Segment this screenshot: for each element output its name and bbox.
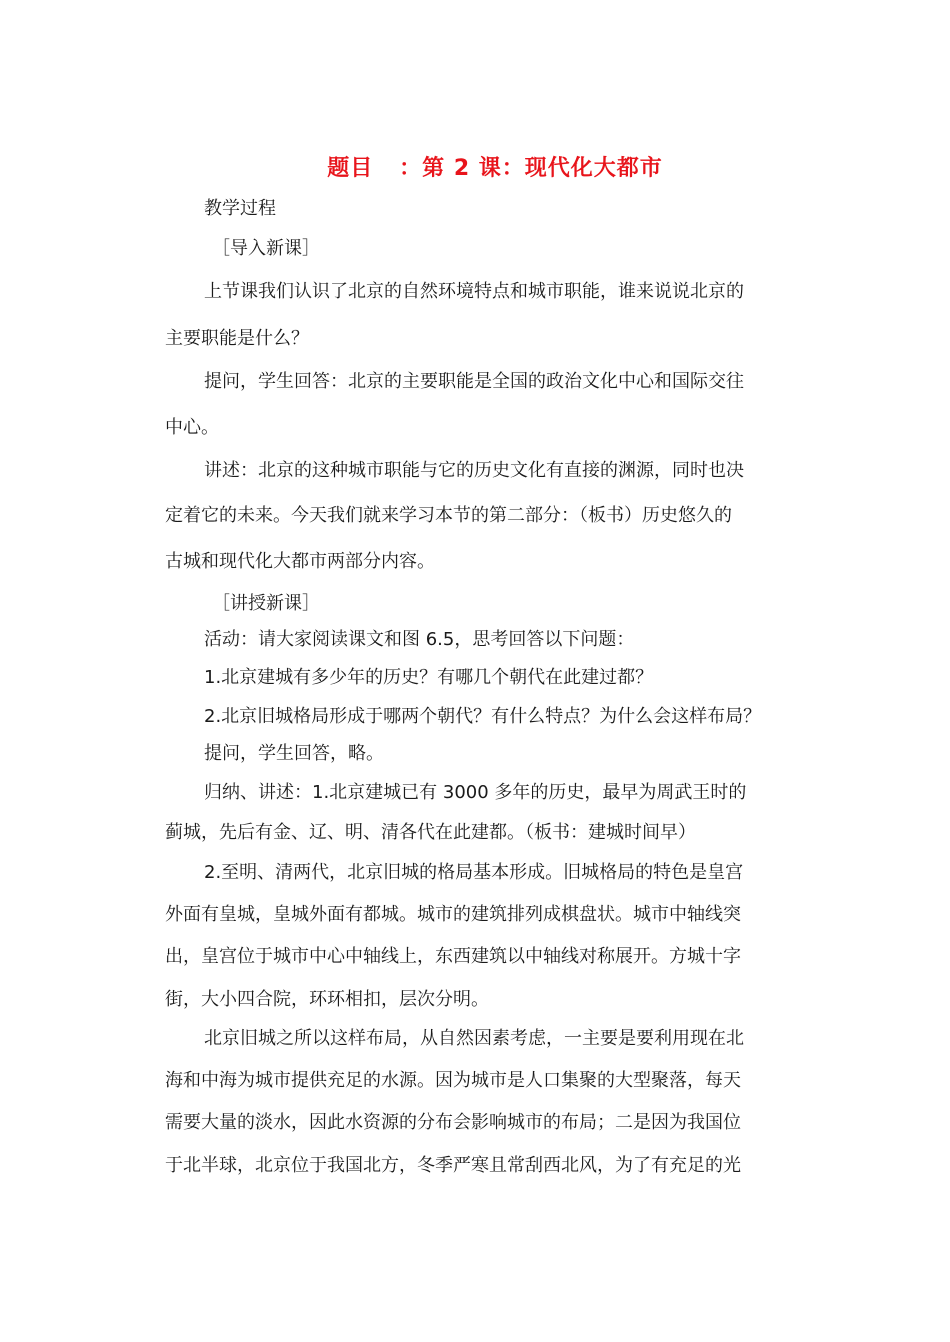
paragraph-line: 需要大量的淡水，因此水资源的分布会影响城市的布局；二是因为我国位 [165, 1112, 741, 1133]
paragraph-line: ［导入新课］ [212, 238, 320, 259]
paragraph-line: 活动：请大家阅读课文和图 6.5，思考回答以下问题： [204, 629, 635, 650]
paragraph-line: 古城和现代化大都市两部分内容。 [165, 551, 435, 572]
paragraph-line: 提问，学生回答，略。 [204, 743, 384, 764]
paragraph-line: ［讲授新课］ [212, 593, 320, 614]
paragraph-line: 讲述：北京的这种城市职能与它的历史文化有直接的渊源，同时也决 [204, 460, 744, 481]
paragraph-line: 街，大小四合院，环环相扣，层次分明。 [165, 989, 489, 1010]
paragraph-line: 出，皇宫位于城市中心中轴线上，东西建筑以中轴线对称展开。方城十字 [165, 946, 741, 967]
paragraph-line: 北京旧城之所以这样布局，从自然因素考虑，一主要是要利用现在北 [204, 1028, 744, 1049]
paragraph-line: 于北半球，北京位于我国北方，冬季严寒且常刮西北风，为了有充足的光 [165, 1155, 741, 1176]
paragraph-line: 2.北京旧城格局形成于哪两个朝代？有什么特点？为什么会这样布局？ [204, 706, 762, 727]
document-title: 题目 ：第 2 课：现代化大都市 [327, 156, 663, 181]
paragraph-line: 上节课我们认识了北京的自然环境特点和城市职能，谁来说说北京的 [204, 281, 744, 302]
paragraph-line: 教学过程 [204, 198, 276, 219]
paragraph-line: 定着它的未来。今天我们就来学习本节的第二部分：（板书）历史悠久的 [165, 505, 732, 526]
paragraph-line: 归纳、讲述：1.北京建城已有 3000 多年的历史，最早为周武王时的 [204, 782, 747, 803]
paragraph-line: 中心。 [165, 417, 219, 438]
paragraph-line: 蓟城，先后有金、辽、明、清各代在此建都。（板书：建城时间早） [165, 822, 696, 843]
paragraph-line: 提问，学生回答：北京的主要职能是全国的政治文化中心和国际交往 [204, 371, 744, 392]
paragraph-line: 主要职能是什么？ [165, 328, 309, 349]
paragraph-line: 外面有皇城，皇城外面有都城。城市的建筑排列成棋盘状。城市中轴线突 [165, 904, 741, 925]
paragraph-line: 2.至明、清两代，北京旧城的格局基本形成。旧城格局的特色是皇宫 [204, 862, 744, 883]
paragraph-line: 1.北京建城有多少年的历史？有哪几个朝代在此建过都？ [204, 667, 654, 688]
paragraph-line: 海和中海为城市提供充足的水源。因为城市是人口集聚的大型聚落，每天 [165, 1070, 741, 1091]
